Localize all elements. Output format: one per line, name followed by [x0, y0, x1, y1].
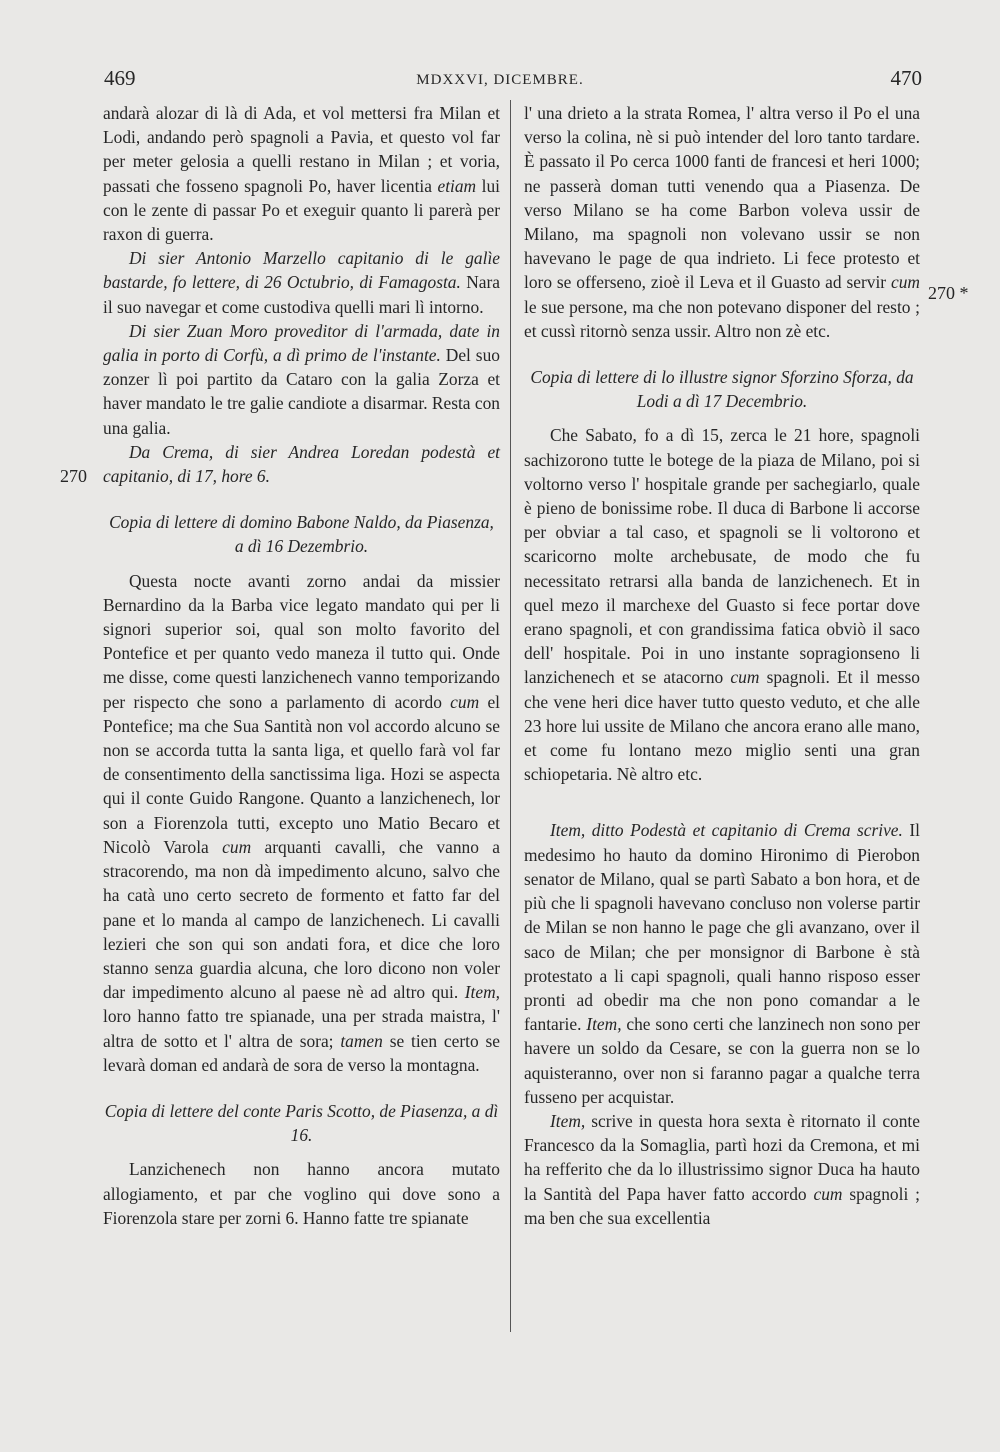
running-title: MDXXVI, DICEMBRE. — [416, 72, 584, 88]
left-column — [103, 101, 500, 1230]
page-number-left: 469 — [104, 66, 136, 90]
section-heading: Copia di lettere del conte Paris Scotto, de Piasenza, a dì 16. — [104, 1100, 499, 1146]
paragraph: Questa nocte avanti zorno andai da missier Bernardino da la Barba vice legato mandato qui per li signori superior soi, qual son molto favorito del Pontefice et per quanto vedo maneza il tutto qui. Onde me disse, come questi lanzichenech vanno temporizando per rispecto che sono a parlamento di acordo cum el Pontefice; ma che Sua Santità non vol accordo alcuno se non se accorda tutta la santa liga, et quello farà vol far de consentimento della sanctissima liga. Hozi se aspecta qui il conte Guido Rangone. Quanto a lanzichenech, lor son a Fiorenzola tutti, excepto uno Matio Becaro et Nicolò Varola cum arquanti cavalli, che vanno a stracorendo, ma non dà impedimento alcuno, salvo che ha catà uno certo secreto de formento et fatto far del pane et lo manda al campo de lanzichenech. Li cavalli lezieri che son qui son andati fora, et dice che loro stanno senza guardia alcuna, che loro dicono non voler dar impedimento alcuno al paese nè ad altro qui. Item, loro hanno fatto tre spianade, una per strada maistra, l' altra de sotto et l' altra de sora; tamen se tien certo se levarà doman ed andarà de sora de verso la montagna. — [103, 570, 500, 1075]
page-number-right: 470 — [890, 66, 922, 90]
paragraph: l' una drieto a la strata Romea, l' altra verso il Po el una verso la colina, nè si può intender del loro tanto tardare. È passato il Po cerca 1000 fanti de francesi et heri 1000; ne passerà doman tutti venendo qua a Piasenza. De verso Milano se ha come Barbon voleva ussir de Milano, ma spagnoli non volevano ussir se non havevano le page de qua indrieto. Li fece protesto et loro se offerseno, zioè il Leva et il Guasto ad servir cum le sue persone, ma che non potevano disponer del resto ; et cussì ritornò senza ussir. Altro non zè etc. — [524, 103, 920, 341]
paragraph: andarà alozar di là di Ada, et vol mettersi fra Milan et Lodi, andando però spagnoli a Pavia, et questo vol far per meter gelosia a quelli restano in Milan ; et voria, passati che fosseno spagnoli Po, haver licentia etiam lui con le zente di passar Po et exeguir quanto li parerà per raxon di guerra. — [103, 103, 500, 245]
margin-number-left: 270 — [60, 466, 87, 486]
right-column — [524, 101, 920, 1230]
paragraph: Da Crema, di sier Andrea Loredan podestà et capitanio, di 17, hore 6. — [103, 441, 500, 487]
section-heading: Copia di lettere di domino Babone Naldo, da Piasenza, a dì 16 Dezembrio. — [109, 512, 494, 557]
paragraph: Di sier Zuan Moro proveditor di l'armada, date in galia in porto di Corfù, a dì primo de l'instante. Del suo zonzer lì poi partito da Cataro con la galia Zorza et haver mandato le tre galie candiote a disarmar. Resta con una galia. — [103, 320, 500, 438]
section-heading: Copia di lettere di lo illustre signor Sforzino Sforza, da Lodi a dì 17 Decembrio. — [530, 367, 914, 412]
paragraph: Di sier Antonio Marzello capitanio di le galìe bastarde, fo lettere, di 26 Octubrio, di Famagosta. Nara il suo navegar et come custodiva quelli mari lì intorno. — [103, 248, 500, 317]
paragraph: Item, ditto Podestà et capitanio di Crema scrive. Il medesimo ho hauto da domino Hironimo di Pierobon senator de Milano, qual se partì Sabato a bon hora, et de più che li spagnoli havevano concluso non volerse partir de Milan se non hanno le page che gli avanzano, over il saco de Milan; che per monsignor di Barbone è stà protestato a li capi spagnoli, quali hanno risposo esser pronti ad obedir ma che non pono comandar a le fantarie. Item, che sono certi che lanzinech non sono per havere un soldo da Cesare, se con la guerra non se lo aquisteranno, over non si faranno pagar a qualche terra fusseno per acquistar. — [524, 820, 920, 1107]
paragraph: Lanzichenech non hanno ancora mutato allogiamento, et par che voglino qui dove sono a Fiorenzola stare per zorni 6. Hanno fatte tre spianate — [103, 1159, 500, 1228]
paragraph: Item, scrive in questa hora sexta è ritornato il conte Francesco da la Somaglia, partì hozi da Cremona, et mi ha refferito che da lo illustrissimo signor Duca ha hauto la Santità del Papa haver fatto accordo cum spagnoli ; ma ben che sua excellentia — [524, 1110, 920, 1228]
margin-number-right: 270 * — [928, 283, 969, 303]
column-divider — [510, 100, 511, 1332]
paragraph: Che Sabato, fo a dì 15, zerca le 21 hore, spagnoli sachizorono tutte le botege de la piaza de Milano, poi si voltorno verso l' hospitale grande per sachegiarlo, quale è pieno de bonissime robe. Il duca di Barbone li accorse per obviar a tal caso, et spagnoli se li voltorono et scaricorno molte archebusate, de modo che fu necessitato retrarsi alla banda de lanzichenech. Et in quel mezo il marchexe del Guasto si fece portar dove erano spagnoli, et con grandissima fatica obviò il saco dell' hospitale. Poi in uno instante sopragionseno li lanzichenech et se atacorno cum spagnoli. Et il messo che vene heri dice haver tutto questo veduto, et che alle 23 hore lui ussite de Milano che ancora erano alle mano, et come fu lontano mezo miglio senti una gran schiopetaria. Nè altro etc. — [524, 425, 920, 785]
